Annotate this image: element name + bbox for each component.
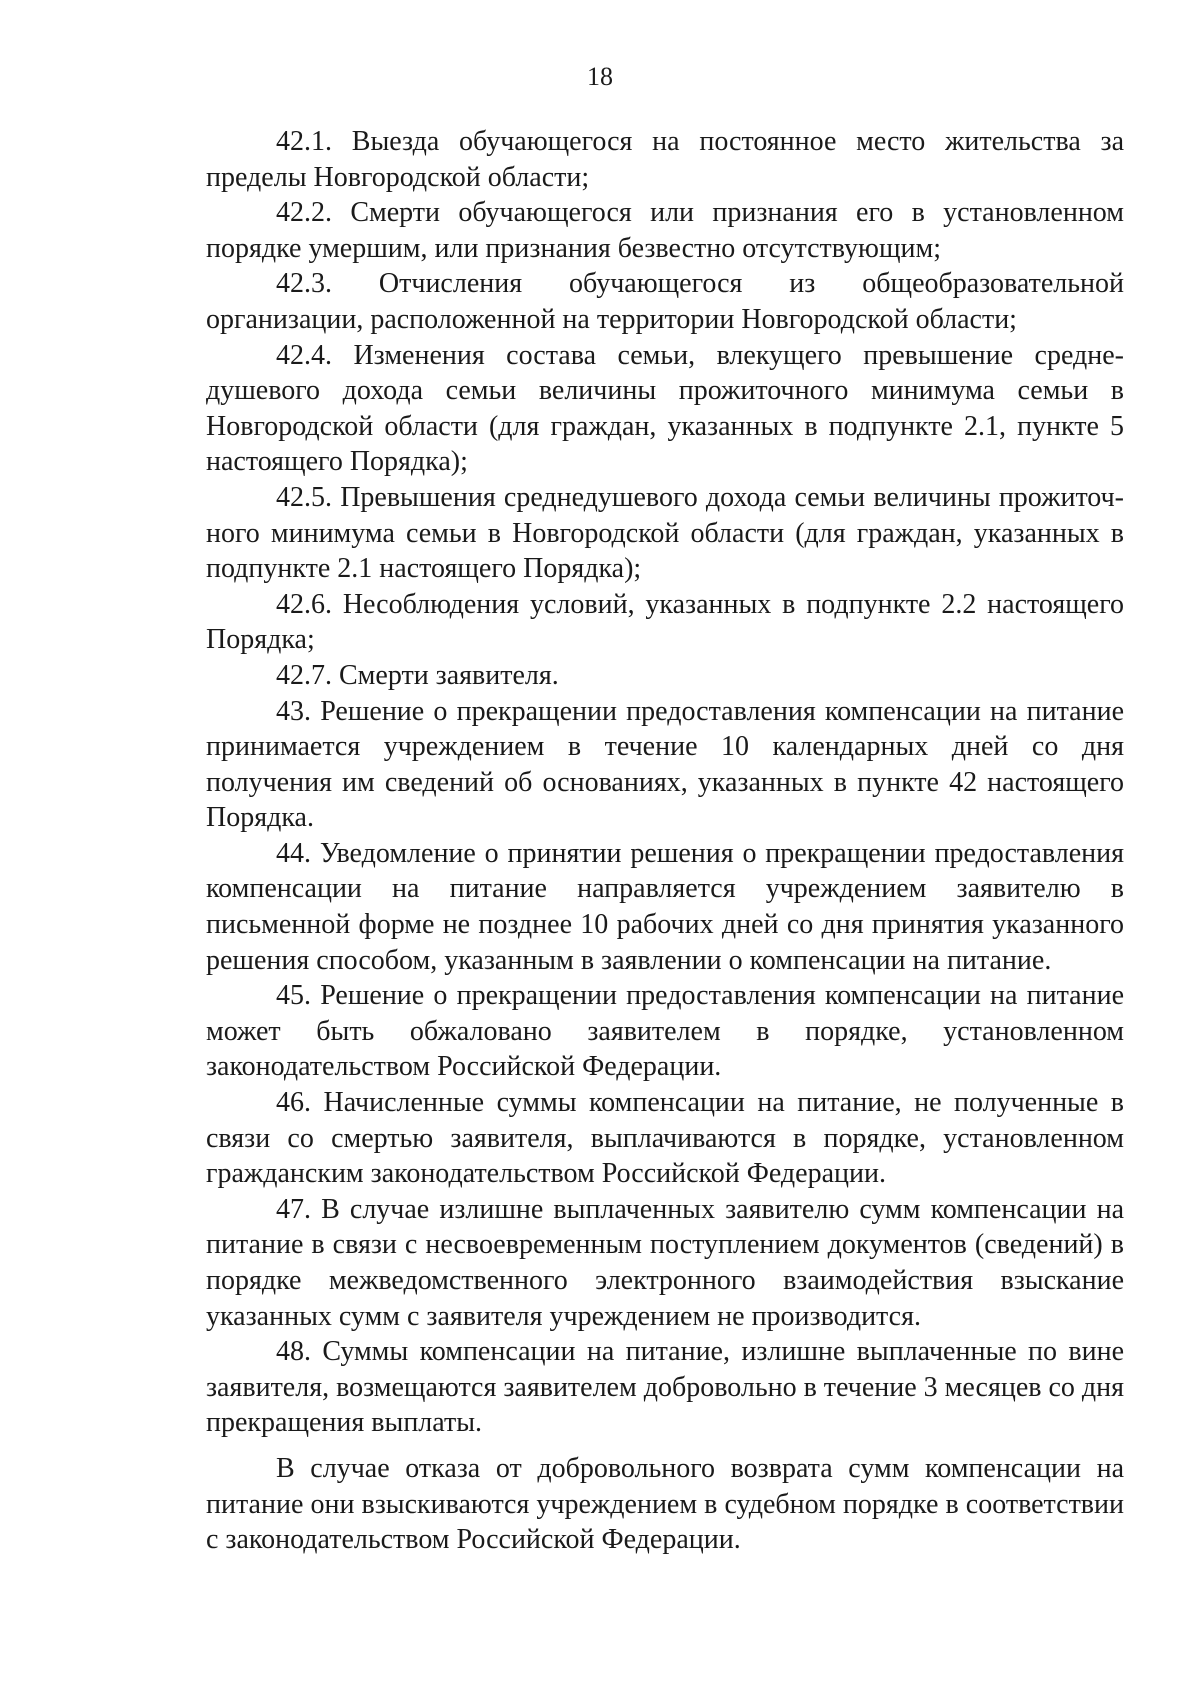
page-number: 18 bbox=[587, 62, 613, 91]
paragraph-42-3: 42.3. Отчисления обучающегося из общеобразовательной организации, расположенной на территории Новгородской области; bbox=[206, 268, 1124, 335]
paragraph-48-refusal: В случае отказа от добровольного возврата сумм компенсации на питание они взыскиваются учреждением в судебном порядке в соответствии с законодательством Российской Федерации. bbox=[206, 1452, 1124, 1556]
paragraph-44: 44. Уведомление о принятии решения о прекращении предоставления компенсации на питание направляется учреждением заявителю в письменной форме не позднее 10 рабочих дней со дня принятия указанного решения способом, указанным в заявлении о компенсации на питание. bbox=[206, 837, 1124, 976]
paragraph-43: 43. Решение о прекращении предоставления компенсации на питание принимается учреждением в течение 10 календарных дней со дня получения им сведений об основаниях, указанных в пункте 42 настоящего Порядка. bbox=[206, 695, 1124, 834]
paragraph-46: 46. Начисленные суммы компенсации на питание, не полученные в связи со смертью заявителя, выплачиваются в порядке, установленном гражданским законодательством Российской Федерации. bbox=[206, 1087, 1124, 1190]
paragraph-48: 48. Суммы компенсации на питание, излишне выплаченные по вине заявителя, возмещаются заявителем добровольно в течение 3 месяцев со дня прекращения выплаты. bbox=[206, 1336, 1124, 1439]
paragraph-42-7: 42.7. Смерти заявителя. bbox=[276, 659, 559, 691]
paragraph-42-1: 42.1. Выезда обучающегося на постоянное место жительства за пределы Новгородской области; bbox=[206, 126, 1124, 193]
paragraph-42-5: 42.5. Превышения среднедушевого дохода семьи величины прожиточ-ного минимума семьи в Новгородской области (для граждан, указанных в подпункте 2.1 настоящего Порядка); bbox=[206, 481, 1124, 585]
paragraph-47: 47. В случае излишне выплаченных заявителю сумм компенсации на питание в связи с несвоевременным поступлением документов (сведений) в порядке межведомственного электронного взаимодействия взыскание указанных сумм с заявителя учреждением не производится. bbox=[206, 1193, 1124, 1332]
paragraph-42-4: 42.4. Изменения состава семьи, влекущего превышение средне-душевого дохода семьи величины прожиточного минимума семьи в Новгородской области (для граждан, указанных в подпункте 2.1, пункте 5 настоящего Порядка); bbox=[206, 339, 1124, 478]
document-body bbox=[206, 124, 1124, 1558]
paragraph-42-2: 42.2. Смерти обучающегося или признания его в установленном порядке умершим, или признания безвестно отсутствующим; bbox=[206, 197, 1124, 264]
paragraph-45: 45. Решение о прекращении предоставления компенсации на питание может быть обжаловано заявителем в порядке, установленном законодательством Российской Федерации. bbox=[206, 980, 1124, 1083]
paragraph-42-6: 42.6. Несоблюдения условий, указанных в подпункте 2.2 настоящего Порядка; bbox=[206, 588, 1124, 656]
